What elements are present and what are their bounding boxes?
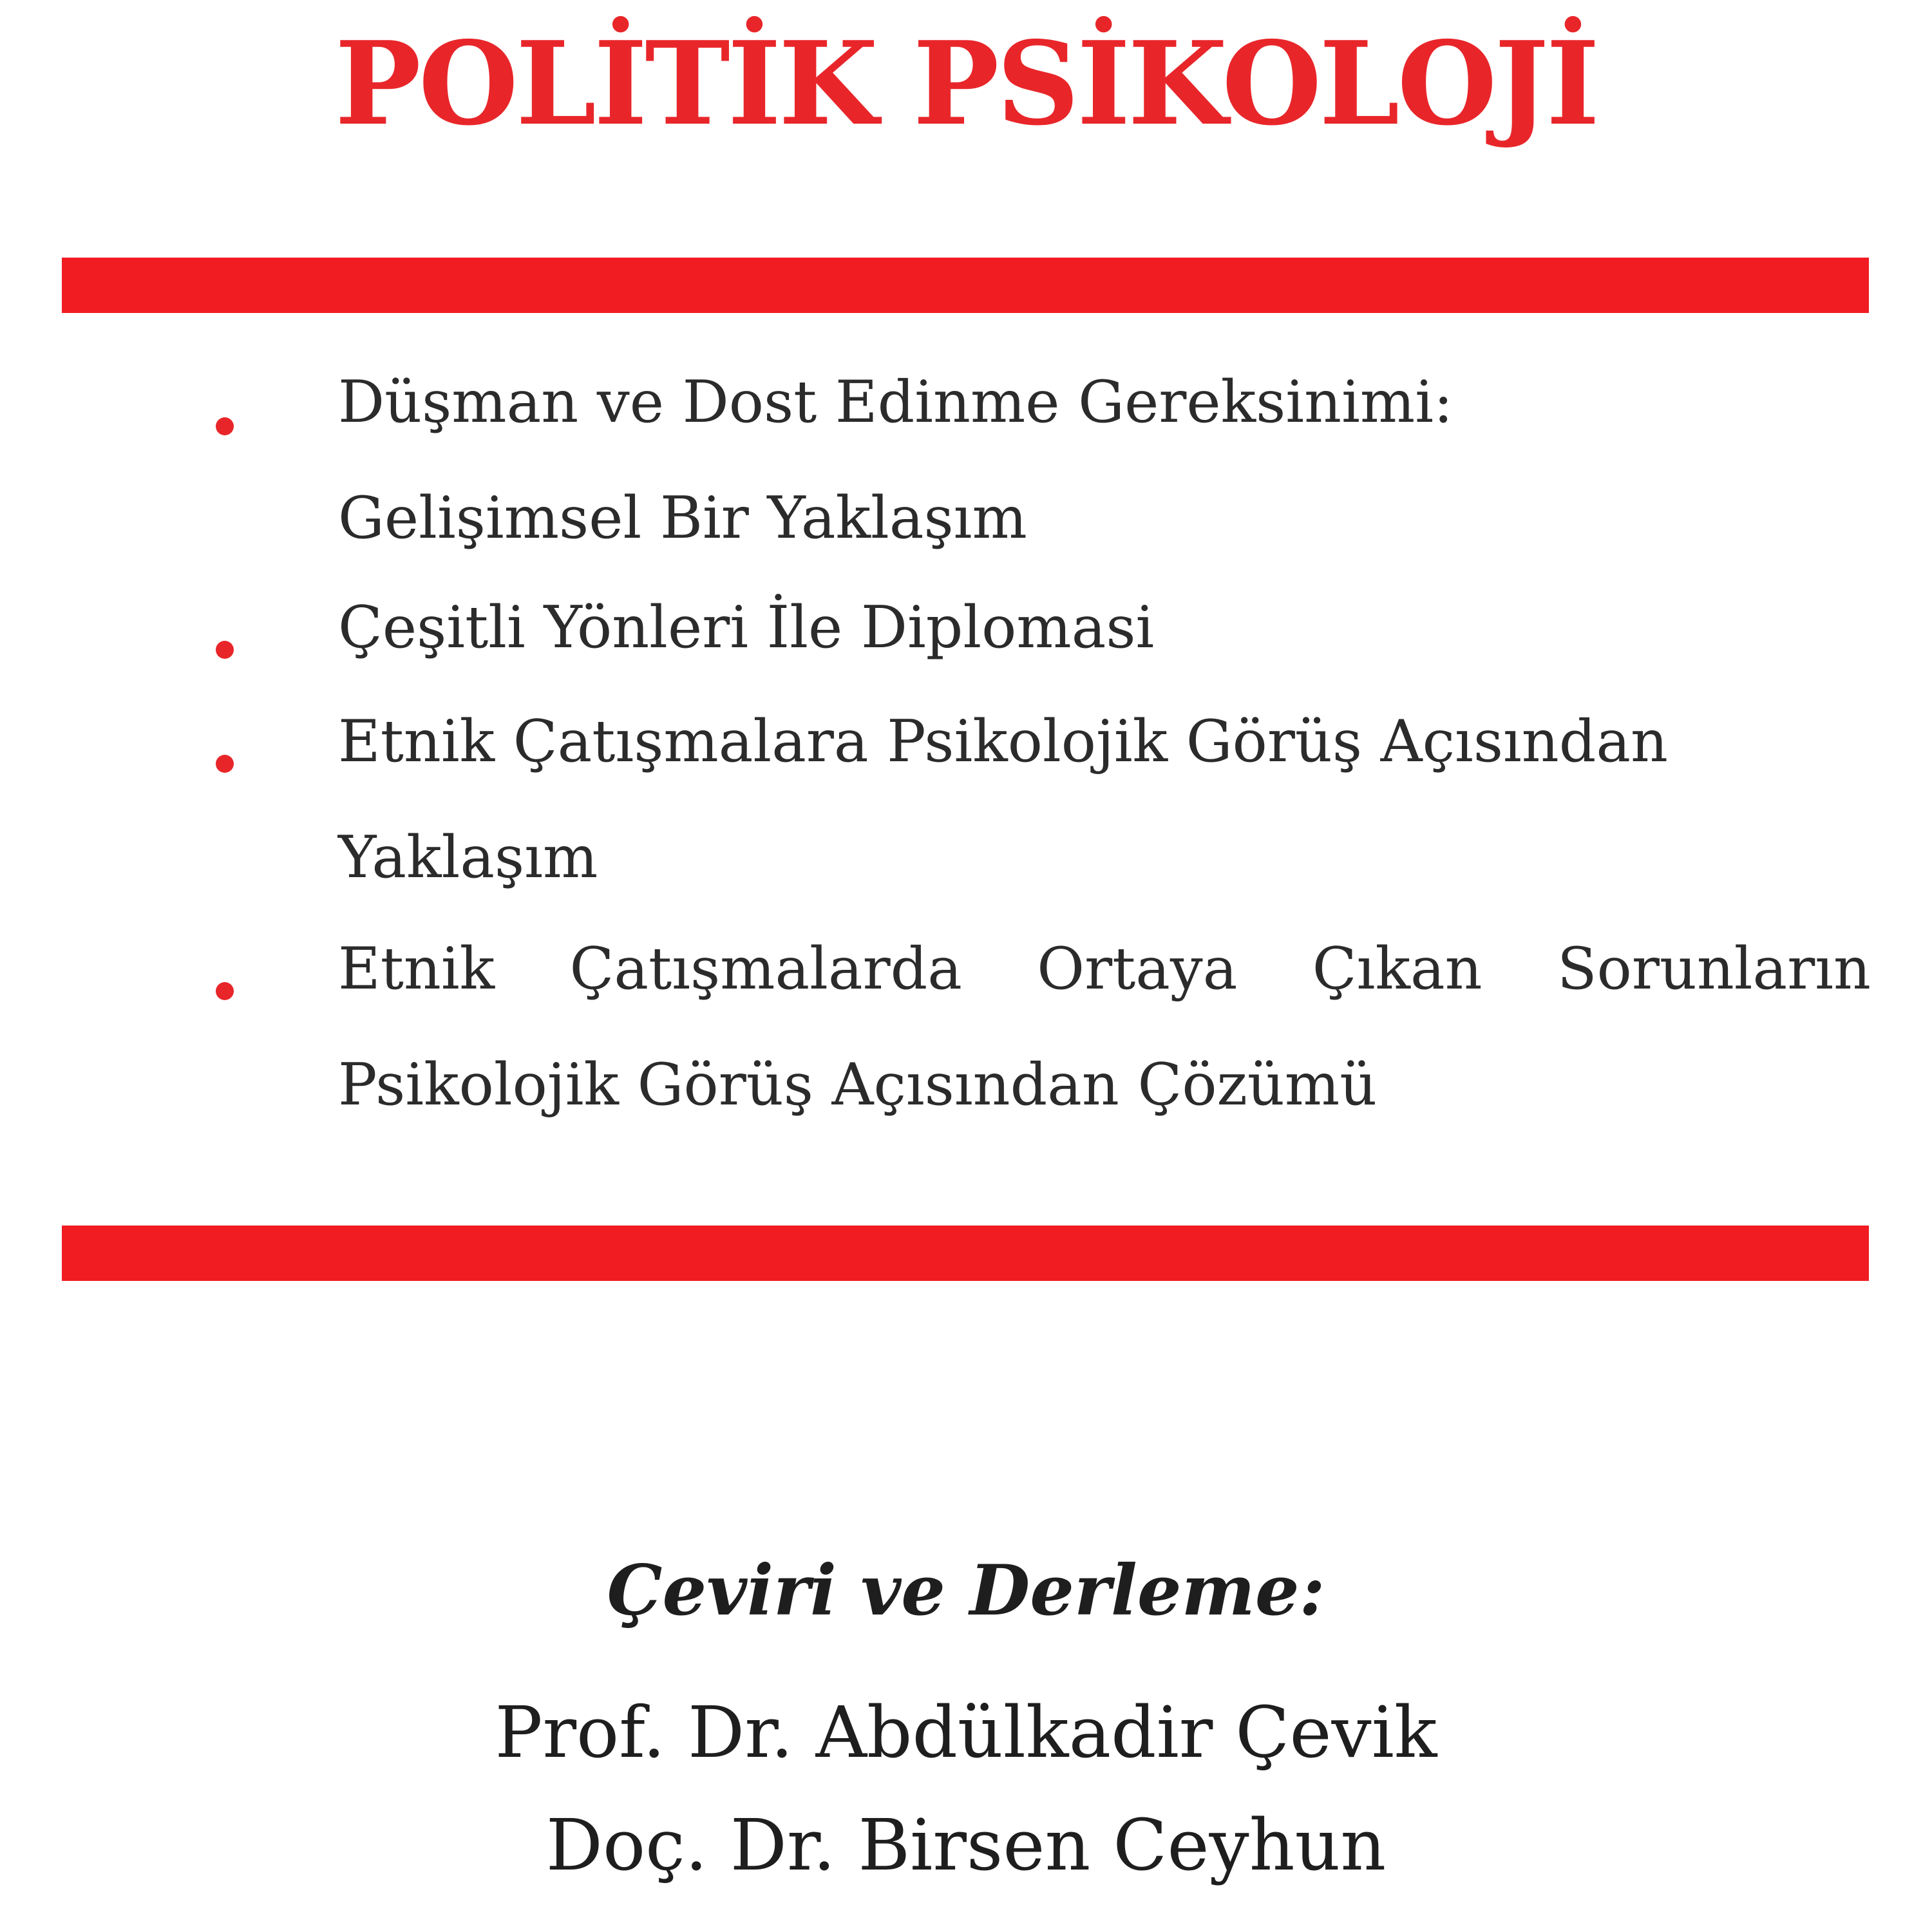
book-title: POLİTİK PSİKOLOJİ (334, 16, 1598, 151)
top-divider (62, 258, 1869, 313)
topic-line: Düşman ve Dost Edinme Gereksinimi: (338, 368, 1454, 436)
bullet-icon (216, 641, 234, 659)
credit-label: Çeviri ve Derleme: (607, 1550, 1325, 1631)
bullet-icon (216, 417, 234, 435)
topic-line: Çeşitli Yönleri İle Diplomasi (338, 594, 1155, 661)
author-name: Doç. Dr. Birsen Ceyhun (545, 1804, 1387, 1886)
topic-line: Etnik Çatışmalarda Ortaya Çıkan Sorunların (338, 935, 1871, 1003)
author-name: Prof. Dr. Abdülkadir Çevik (495, 1691, 1437, 1774)
bottom-divider (62, 1226, 1869, 1281)
topic-line: Yaklaşım (338, 824, 598, 891)
bullet-icon (216, 755, 234, 773)
topic-list (0, 364, 1932, 1137)
bullet-icon (216, 982, 234, 1000)
topic-line: Gelişimsel Bir Yaklaşım (338, 484, 1027, 552)
topic-line: Psikolojik Görüş Açısından Çözümü (338, 1051, 1378, 1119)
topic-line: Etnik Çatışmalara Psikolojik Görüş Açısından (338, 708, 1668, 775)
